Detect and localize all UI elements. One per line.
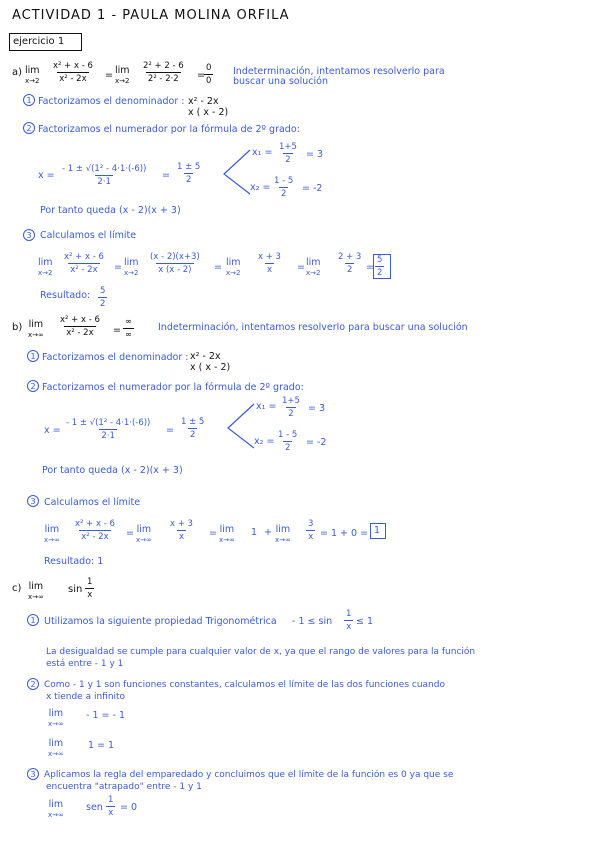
c-sin: sin bbox=[68, 584, 83, 595]
b-quad-frac: $\frac{\text{- 1 ± √(1² - 4·1·(-6))}}{2\cdot 1}$ bbox=[66, 418, 151, 441]
a-frac: $\frac{\text{x² + x - 6}}{\text{x² - 2x}}$ bbox=[53, 61, 93, 84]
b-calc-plus: + bbox=[264, 527, 272, 538]
a-calc-frac-4: $\frac{2 + 3}{2}$ bbox=[338, 252, 362, 275]
c-lim-minus-one: lim x→∞ bbox=[48, 708, 64, 728]
a-step3-number: 3 bbox=[23, 229, 35, 241]
a-calc-lim-3: lim x→2 bbox=[226, 257, 241, 277]
c-lim: lim x→∞ bbox=[28, 581, 44, 601]
b-step2-number: 2 bbox=[27, 380, 39, 392]
b-quad2-frac: $\frac{1 \pm 5}{2}$ bbox=[181, 417, 205, 440]
a-label: a) bbox=[12, 67, 23, 78]
c-para-1: La desigualdad se cumple para cualquier valor de x, ya que el rango de valores para la función bbox=[46, 647, 476, 657]
c-lim-one: lim x→∞ bbox=[48, 738, 64, 758]
c-step2-number: 2 bbox=[27, 678, 39, 690]
b-calc-lim-2: lim x→∞ bbox=[136, 524, 152, 544]
b-step1-text: Factorizamos el denominador : bbox=[42, 352, 189, 363]
b-step1-f2: x ( x - 2) bbox=[190, 362, 231, 373]
a-subst-frac: $\frac{\text{2² + 2 - 6}}{\text{2² - 2·2}}$ bbox=[143, 61, 184, 84]
a-calc-eq-3: = bbox=[297, 262, 305, 273]
a-calc-frac-1: $\frac{\text{x² + x - 6}}{\text{x² - 2x}}$ bbox=[64, 252, 104, 275]
a-quad2-frac: $\frac{1 \pm 5}{2}$ bbox=[177, 162, 201, 185]
c-step3-line-1: Aplicamos la regla del emparedado y concluimos que el límite de la función es 0 ya que se bbox=[44, 770, 454, 780]
b-calc-lim-1: lim x→∞ bbox=[44, 524, 60, 544]
c-lim-one-value: 1 = 1 bbox=[88, 740, 115, 751]
b-step3-text: Calculamos el límite bbox=[44, 497, 141, 508]
c-label: c) bbox=[12, 583, 22, 594]
b-frac: $\frac{\text{x² + x - 6}}{\text{x² - 2x}}$ bbox=[60, 315, 100, 338]
b-root1-frac: $\frac{1+5}{2}$ bbox=[282, 396, 300, 419]
b-calc-eq-1: = bbox=[126, 528, 134, 539]
a-quad-x: x = bbox=[38, 170, 55, 181]
a-step1-text: Factorizamos el denominador : bbox=[38, 96, 185, 107]
a-calc-eq-2: = bbox=[214, 262, 222, 273]
a-indet: Indeterminación, intentamos resolverlo para bbox=[233, 66, 445, 77]
b-calc-lim-4: lim x→∞ bbox=[275, 524, 291, 544]
a-eq: = bbox=[105, 70, 113, 81]
b-calc-lim-3: lim x→∞ bbox=[219, 524, 235, 544]
c-step2-line-2: x tiende a infinito bbox=[46, 692, 126, 702]
b-resultado: Resultado: 1 bbox=[44, 556, 104, 567]
b-root2-label: x₂ = bbox=[254, 436, 275, 447]
b-lim: lim x→∞ bbox=[28, 319, 44, 339]
b-step1-f1: x² - 2x bbox=[190, 351, 221, 362]
c-para-2: está entre - 1 y 1 bbox=[46, 659, 124, 669]
b-calc-frac-2: $\frac{x + 3}{x}$ bbox=[170, 519, 193, 542]
a-calc-eq-1: = bbox=[114, 262, 122, 273]
c-ineq-right: ≤ 1 bbox=[356, 616, 374, 627]
a-root1-frac: $\frac{1+5}{2}$ bbox=[279, 142, 297, 165]
c-ineq-frac: $\frac{1}{x}$ bbox=[346, 609, 352, 632]
a-root2-value: = -2 bbox=[302, 183, 323, 194]
a-step1-f1: x² - 2x bbox=[188, 96, 219, 107]
a-calc-frac-2: $\frac{(x - 2)(x+3)}{x (x - 2)}$ bbox=[150, 252, 200, 275]
c-step3-line-2: encuentra "atrapado" entre - 1 y 1 bbox=[46, 782, 202, 792]
c-step1-text: Utilizamos la siguiente propiedad Trigonométrica bbox=[44, 616, 277, 627]
a-indet-2: buscar una solución bbox=[233, 76, 328, 87]
a-root2-label: x₂ = bbox=[250, 182, 271, 193]
b-calc-one: 1 bbox=[251, 527, 258, 538]
c-frac: $\frac{1}{x}$ bbox=[87, 577, 93, 600]
b-step1-number: 1 bbox=[27, 350, 39, 362]
b-calc-frac-3: $\frac{3}{x}$ bbox=[308, 519, 314, 542]
exercise-label: ejercicio 1 bbox=[13, 36, 65, 47]
b-root1-value: = 3 bbox=[308, 403, 326, 414]
c-final-frac: $\frac{1}{x}$ bbox=[108, 795, 114, 818]
a-result-frac: $\frac{0}{0}$ bbox=[206, 63, 212, 86]
c-lim-minus-one-value: - 1 = - 1 bbox=[86, 710, 125, 721]
c-step1-number: 1 bbox=[27, 614, 39, 626]
b-root2-value: = -2 bbox=[306, 437, 327, 448]
a-roots-bracket bbox=[222, 148, 252, 196]
a-quad-frac: $\frac{\text{- 1 ± √(1² - 4·1·(-6))}}{2\cdot 1}$ bbox=[62, 164, 147, 187]
b-calc-frac-1: $\frac{\text{x² + x - 6}}{\text{x² - 2x}}$ bbox=[75, 519, 115, 542]
b-indet: Indeterminación, intentamos resolverlo para buscar una solución bbox=[158, 322, 468, 333]
c-final-sen: sen bbox=[86, 802, 103, 813]
b-step3-number: 3 bbox=[27, 495, 39, 507]
a-tanto: Por tanto queda (x - 2)(x + 3) bbox=[40, 205, 181, 216]
a-calc-lim-1: lim x→2 bbox=[38, 257, 53, 277]
a-calc-lim-2: lim x→2 bbox=[124, 257, 139, 277]
b-roots-bracket bbox=[226, 402, 256, 450]
a-step2-number: 2 bbox=[23, 122, 35, 134]
b-root2-frac: $\frac{1 - 5}{2}$ bbox=[278, 430, 298, 453]
b-root1-label: x₁ = bbox=[256, 401, 277, 412]
b-label: b) bbox=[12, 322, 23, 333]
b-tanto: Por tanto queda (x - 2)(x + 3) bbox=[42, 465, 183, 476]
a-lim: lim x→2 bbox=[25, 65, 40, 85]
a-step1-f2: x ( x - 2) bbox=[188, 107, 229, 118]
a-eq-2: = bbox=[197, 70, 205, 81]
a-resultado-frac: $\frac{5}{2}$ bbox=[100, 286, 106, 309]
a-quad-eq: = bbox=[162, 170, 170, 181]
b-quad-eq: = bbox=[166, 425, 174, 436]
b-eq: = bbox=[113, 325, 121, 336]
a-root2-frac: $\frac{1 - 5}{2}$ bbox=[274, 176, 294, 199]
b-quad-x: x = bbox=[44, 425, 61, 436]
page-title: ACTIVIDAD 1 - PAULA MOLINA ORFILA bbox=[12, 8, 290, 23]
a-calc-eq-4: = bbox=[366, 262, 374, 273]
a-resultado: Resultado: bbox=[40, 290, 91, 301]
c-ineq-left: - 1 ≤ sin bbox=[292, 616, 333, 627]
b-calc-sum: = 1 + 0 = bbox=[320, 528, 369, 539]
a-lim-2: lim x→2 bbox=[115, 65, 130, 85]
a-answer-frac: $\frac{5}{2}$ bbox=[377, 255, 383, 278]
c-final-value: = 0 bbox=[120, 802, 138, 813]
a-step1-number: 1 bbox=[23, 94, 35, 106]
c-step2-line-1: Como - 1 y 1 son funciones constantes, calculamos el límite de las dos funciones cuando bbox=[44, 680, 445, 690]
a-root1-label: x₁ = bbox=[252, 147, 273, 158]
b-calc-eq-2: = bbox=[209, 528, 217, 539]
c-step3-number: 3 bbox=[27, 768, 39, 780]
b-result-frac: ∞ ∞ bbox=[125, 317, 133, 340]
c-final-lim: lim x→∞ bbox=[48, 799, 64, 819]
a-step3-text: Calculamos el límite bbox=[40, 230, 137, 241]
a-step2-text: Factorizamos el numerador por la fórmula de 2º grado: bbox=[38, 124, 300, 135]
b-step2-text: Factorizamos el numerador por la fórmula de 2º grado: bbox=[42, 382, 304, 393]
a-calc-frac-3: $\frac{x + 3}{x}$ bbox=[258, 252, 281, 275]
b-answer: 1 bbox=[374, 525, 381, 536]
a-calc-lim-4: lim x→2 bbox=[306, 257, 321, 277]
a-root1-value: = 3 bbox=[306, 149, 324, 160]
